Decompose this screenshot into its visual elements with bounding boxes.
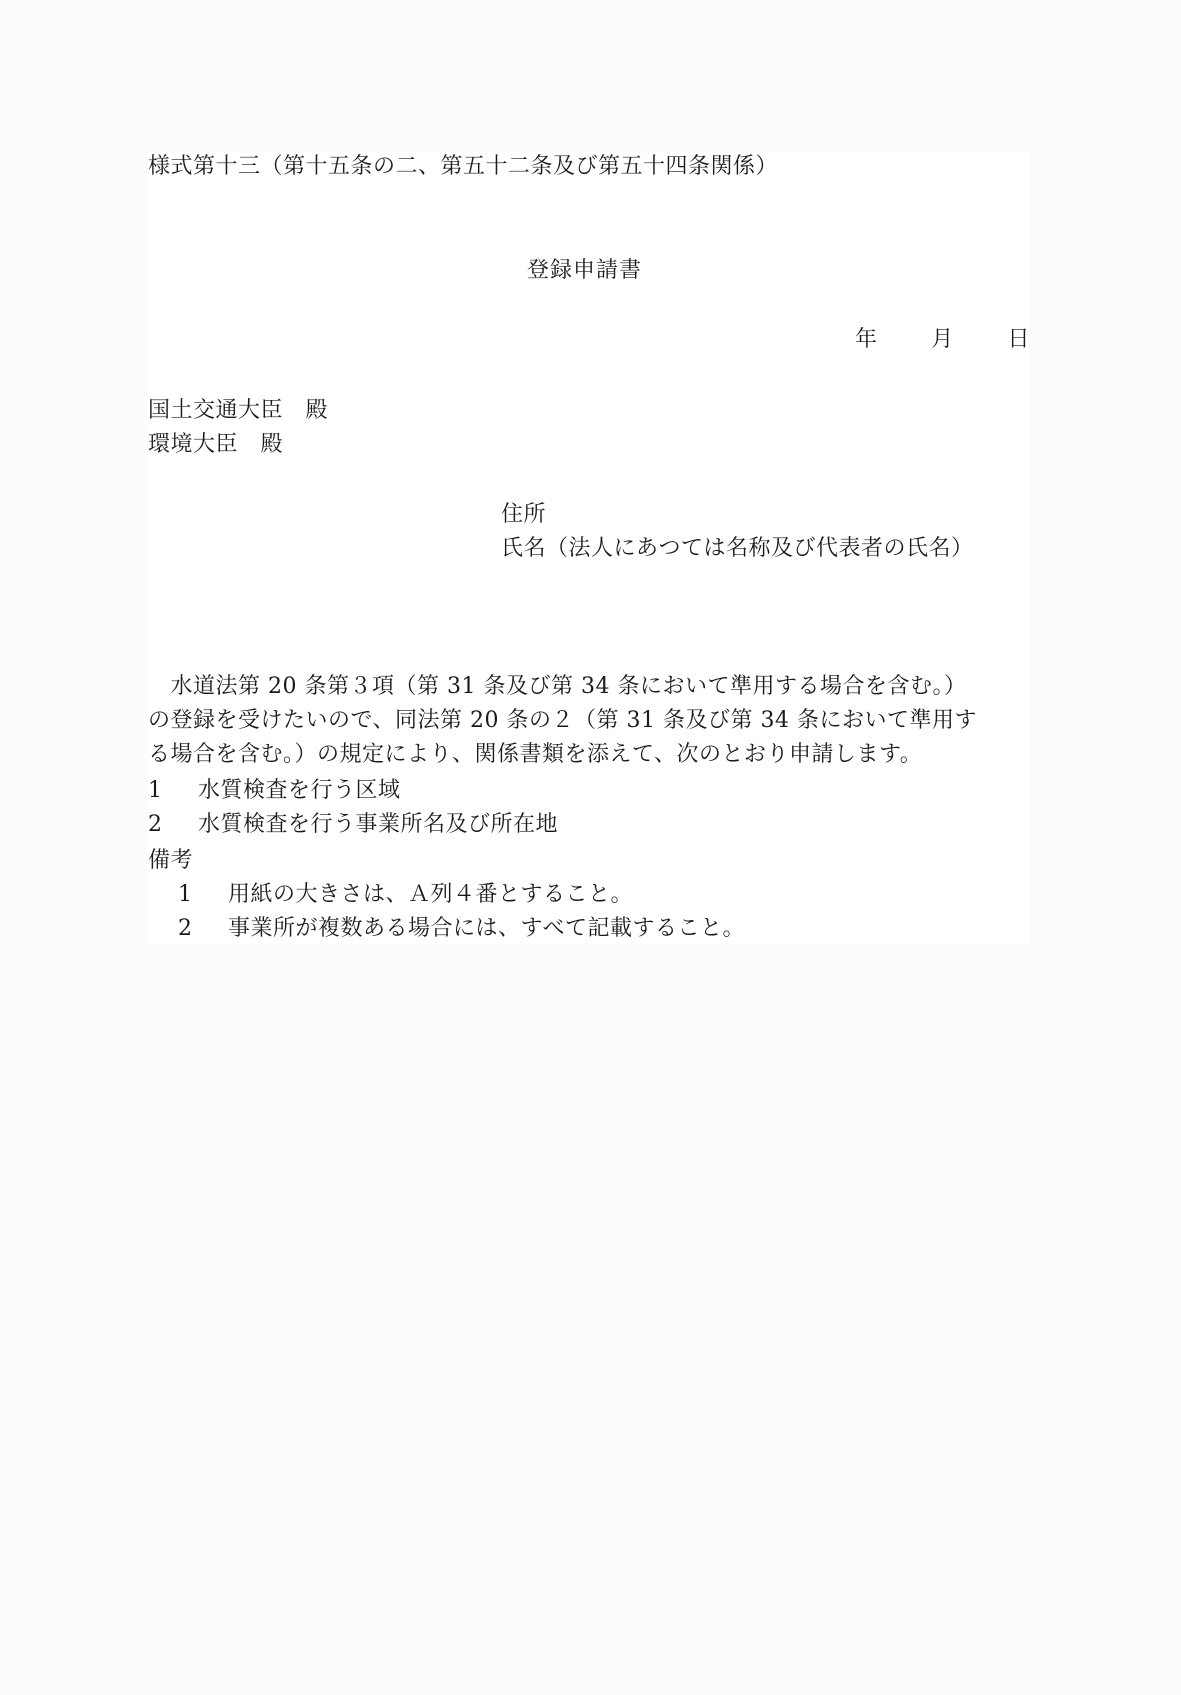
document-title: 登録申請書 — [527, 258, 643, 283]
remark-item — [178, 914, 745, 944]
item-number: 1 — [148, 778, 163, 803]
remark-number: 2 — [178, 916, 193, 941]
remark-text: 用紙の大きさは、Ａ列４番とすること。 — [228, 882, 634, 907]
remark-text: 事業所が複数ある場合には、すべて記載すること。 — [228, 916, 746, 941]
remark-number: 1 — [178, 882, 193, 907]
item-text: 水質検査を行う事業所名及び所在地 — [198, 812, 559, 837]
item-number: 2 — [148, 812, 163, 837]
date-line — [855, 325, 1030, 355]
body-text-line: る場合を含む。）の規定により、関係書類を添えて、次のとおり申請します。 — [148, 742, 923, 767]
date-month: 月 — [931, 327, 954, 352]
list-item — [148, 776, 401, 806]
remarks-heading: 備考 — [148, 848, 194, 873]
body-text-line: 水道法第 20 条第３項（第 31 条及び第 34 条において準用する場合を含む。） — [148, 674, 967, 699]
remark-item — [178, 880, 633, 910]
form-number: 様式第十三（第十五条の二、第五十二条及び第五十四条関係） — [148, 154, 779, 179]
item-text: 水質検査を行う区域 — [198, 778, 401, 803]
addressee-minister-environment: 環境大臣 殿 — [148, 432, 284, 457]
applicant-address-label: 住所 — [501, 502, 547, 527]
addressee-minister-land: 国土交通大臣 殿 — [148, 398, 329, 423]
list-item — [148, 810, 558, 840]
body-text-line: の登録を受けたいので、同法第 20 条の２（第 31 条及び第 34 条において準用す — [148, 708, 978, 733]
date-day: 日 — [1007, 327, 1030, 352]
applicant-name-label: 氏名（法人にあつては名称及び代表者の氏名） — [501, 536, 974, 561]
date-year: 年 — [855, 327, 878, 352]
